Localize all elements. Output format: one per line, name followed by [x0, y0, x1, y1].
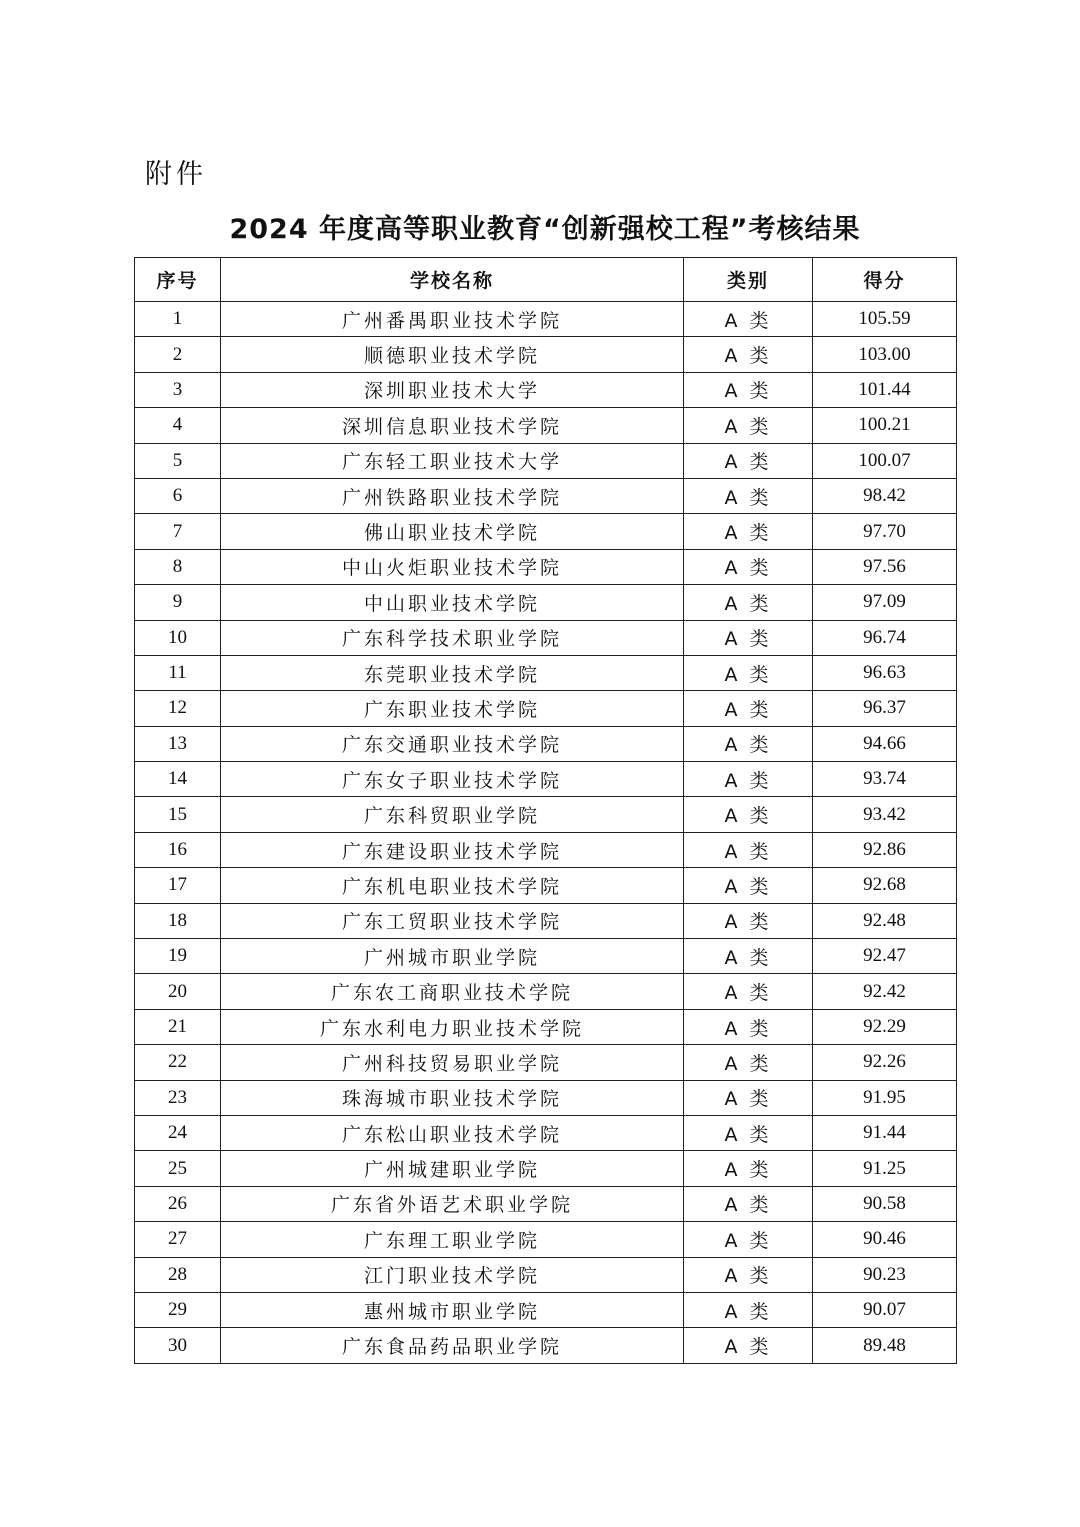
- header-name: 学校名称: [221, 258, 684, 302]
- score: 92.48: [813, 903, 957, 938]
- header-category: 类别: [684, 258, 813, 302]
- school-name: 广东职业技术学院: [221, 691, 684, 726]
- row-no: 26: [135, 1186, 221, 1221]
- table-row: [135, 408, 957, 443]
- category: A 类: [684, 372, 813, 407]
- category: A 类: [684, 337, 813, 372]
- score: 89.48: [813, 1328, 957, 1363]
- table-row: [135, 1151, 957, 1186]
- category: A 类: [684, 691, 813, 726]
- row-no: 2: [135, 337, 221, 372]
- score: 90.23: [813, 1257, 957, 1292]
- header-row: [135, 258, 957, 302]
- table-row: [135, 443, 957, 478]
- category: A 类: [684, 1222, 813, 1257]
- score: 90.07: [813, 1292, 957, 1327]
- category: A 类: [684, 478, 813, 513]
- category: A 类: [684, 1292, 813, 1327]
- category: A 类: [684, 832, 813, 867]
- table-row: [135, 1045, 957, 1080]
- category: A 类: [684, 797, 813, 832]
- category: A 类: [684, 1009, 813, 1044]
- score: 92.68: [813, 868, 957, 903]
- row-no: 24: [135, 1115, 221, 1150]
- attachment-label: 附件: [145, 159, 207, 190]
- table-row: [135, 762, 957, 797]
- score: 97.70: [813, 514, 957, 549]
- category: A 类: [684, 868, 813, 903]
- school-name: 中山火炬职业技术学院: [221, 549, 684, 584]
- score: 92.86: [813, 832, 957, 867]
- school-name: 广东农工商职业技术学院: [221, 974, 684, 1009]
- school-name: 广东省外语艺术职业学院: [221, 1186, 684, 1221]
- category: A 类: [684, 939, 813, 974]
- category: A 类: [684, 903, 813, 938]
- score: 92.26: [813, 1045, 957, 1080]
- row-no: 4: [135, 408, 221, 443]
- score: 91.95: [813, 1080, 957, 1115]
- score: 100.07: [813, 443, 957, 478]
- score: 92.29: [813, 1009, 957, 1044]
- school-name: 广东轻工职业技术大学: [221, 443, 684, 478]
- table-row: [135, 514, 957, 549]
- school-name: 广东松山职业技术学院: [221, 1115, 684, 1150]
- table-row: [135, 691, 957, 726]
- row-no: 11: [135, 655, 221, 690]
- table-header: [135, 258, 957, 302]
- category: A 类: [684, 726, 813, 761]
- table-row: [135, 832, 957, 867]
- table-row: [135, 1292, 957, 1327]
- results-table: [134, 257, 957, 1364]
- table-row: [135, 655, 957, 690]
- header-no: 序号: [135, 258, 221, 302]
- row-no: 17: [135, 868, 221, 903]
- score: 92.42: [813, 974, 957, 1009]
- table-row: [135, 1328, 957, 1363]
- school-name: 广东机电职业技术学院: [221, 868, 684, 903]
- table-row: [135, 302, 957, 337]
- category: A 类: [684, 443, 813, 478]
- table-row: [135, 903, 957, 938]
- school-name: 广东理工职业学院: [221, 1222, 684, 1257]
- row-no: 29: [135, 1292, 221, 1327]
- row-no: 22: [135, 1045, 221, 1080]
- category: A 类: [684, 762, 813, 797]
- document-title: 2024 年度高等职业教育“创新强校工程”考核结果: [229, 214, 861, 245]
- row-no: 30: [135, 1328, 221, 1363]
- score: 96.63: [813, 655, 957, 690]
- table-row: [135, 1222, 957, 1257]
- table-row: [135, 1257, 957, 1292]
- school-name: 深圳职业技术大学: [221, 372, 684, 407]
- category: A 类: [684, 1257, 813, 1292]
- school-name: 广东工贸职业技术学院: [221, 903, 684, 938]
- table-row: [135, 868, 957, 903]
- score: 97.56: [813, 549, 957, 584]
- school-name: 广州城建职业学院: [221, 1151, 684, 1186]
- score: 96.74: [813, 620, 957, 655]
- school-name: 珠海城市职业技术学院: [221, 1080, 684, 1115]
- row-no: 16: [135, 832, 221, 867]
- row-no: 6: [135, 478, 221, 513]
- table-row: [135, 1080, 957, 1115]
- category: A 类: [684, 514, 813, 549]
- score: 97.09: [813, 585, 957, 620]
- school-name: 广州番禺职业技术学院: [221, 302, 684, 337]
- score: 94.66: [813, 726, 957, 761]
- row-no: 19: [135, 939, 221, 974]
- row-no: 13: [135, 726, 221, 761]
- category: A 类: [684, 1115, 813, 1150]
- score: 90.46: [813, 1222, 957, 1257]
- category: A 类: [684, 1186, 813, 1221]
- row-no: 20: [135, 974, 221, 1009]
- score: 91.44: [813, 1115, 957, 1150]
- header-score: 得分: [813, 258, 957, 302]
- score: 93.74: [813, 762, 957, 797]
- category: A 类: [684, 585, 813, 620]
- score: 101.44: [813, 372, 957, 407]
- school-name: 广东建设职业技术学院: [221, 832, 684, 867]
- row-no: 5: [135, 443, 221, 478]
- school-name: 佛山职业技术学院: [221, 514, 684, 549]
- table-row: [135, 585, 957, 620]
- category: A 类: [684, 974, 813, 1009]
- table-row: [135, 1115, 957, 1150]
- category: A 类: [684, 1328, 813, 1363]
- score: 93.42: [813, 797, 957, 832]
- table-row: [135, 939, 957, 974]
- row-no: 21: [135, 1009, 221, 1044]
- table-row: [135, 620, 957, 655]
- row-no: 14: [135, 762, 221, 797]
- score: 90.58: [813, 1186, 957, 1221]
- score: 103.00: [813, 337, 957, 372]
- school-name: 惠州城市职业学院: [221, 1292, 684, 1327]
- school-name: 广东交通职业技术学院: [221, 726, 684, 761]
- table-row: [135, 726, 957, 761]
- row-no: 9: [135, 585, 221, 620]
- category: A 类: [684, 655, 813, 690]
- school-name: 江门职业技术学院: [221, 1257, 684, 1292]
- table-row: [135, 974, 957, 1009]
- score: 100.21: [813, 408, 957, 443]
- category: A 类: [684, 1080, 813, 1115]
- category: A 类: [684, 620, 813, 655]
- score: 96.37: [813, 691, 957, 726]
- school-name: 中山职业技术学院: [221, 585, 684, 620]
- row-no: 7: [135, 514, 221, 549]
- table-row: [135, 797, 957, 832]
- school-name: 广东水利电力职业技术学院: [221, 1009, 684, 1044]
- row-no: 10: [135, 620, 221, 655]
- row-no: 18: [135, 903, 221, 938]
- score: 92.47: [813, 939, 957, 974]
- row-no: 8: [135, 549, 221, 584]
- row-no: 27: [135, 1222, 221, 1257]
- row-no: 3: [135, 372, 221, 407]
- table-row: [135, 1009, 957, 1044]
- row-no: 1: [135, 302, 221, 337]
- school-name: 广州铁路职业技术学院: [221, 478, 684, 513]
- school-name: 广东食品药品职业学院: [221, 1328, 684, 1363]
- school-name: 广东科贸职业学院: [221, 797, 684, 832]
- table-row: [135, 372, 957, 407]
- category: A 类: [684, 1045, 813, 1080]
- school-name: 东莞职业技术学院: [221, 655, 684, 690]
- school-name: 广州城市职业学院: [221, 939, 684, 974]
- table-row: [135, 1186, 957, 1221]
- table-row: [135, 478, 957, 513]
- category: A 类: [684, 408, 813, 443]
- school-name: 广州科技贸易职业学院: [221, 1045, 684, 1080]
- category: A 类: [684, 302, 813, 337]
- table-row: [135, 337, 957, 372]
- score: 98.42: [813, 478, 957, 513]
- row-no: 12: [135, 691, 221, 726]
- table-row: [135, 549, 957, 584]
- row-no: 15: [135, 797, 221, 832]
- score: 105.59: [813, 302, 957, 337]
- school-name: 广东女子职业技术学院: [221, 762, 684, 797]
- row-no: 25: [135, 1151, 221, 1186]
- row-no: 28: [135, 1257, 221, 1292]
- school-name: 广东科学技术职业学院: [221, 620, 684, 655]
- category: A 类: [684, 549, 813, 584]
- category: A 类: [684, 1151, 813, 1186]
- score: 91.25: [813, 1151, 957, 1186]
- row-no: 23: [135, 1080, 221, 1115]
- school-name: 顺德职业技术学院: [221, 337, 684, 372]
- table-body: [135, 302, 957, 1364]
- school-name: 深圳信息职业技术学院: [221, 408, 684, 443]
